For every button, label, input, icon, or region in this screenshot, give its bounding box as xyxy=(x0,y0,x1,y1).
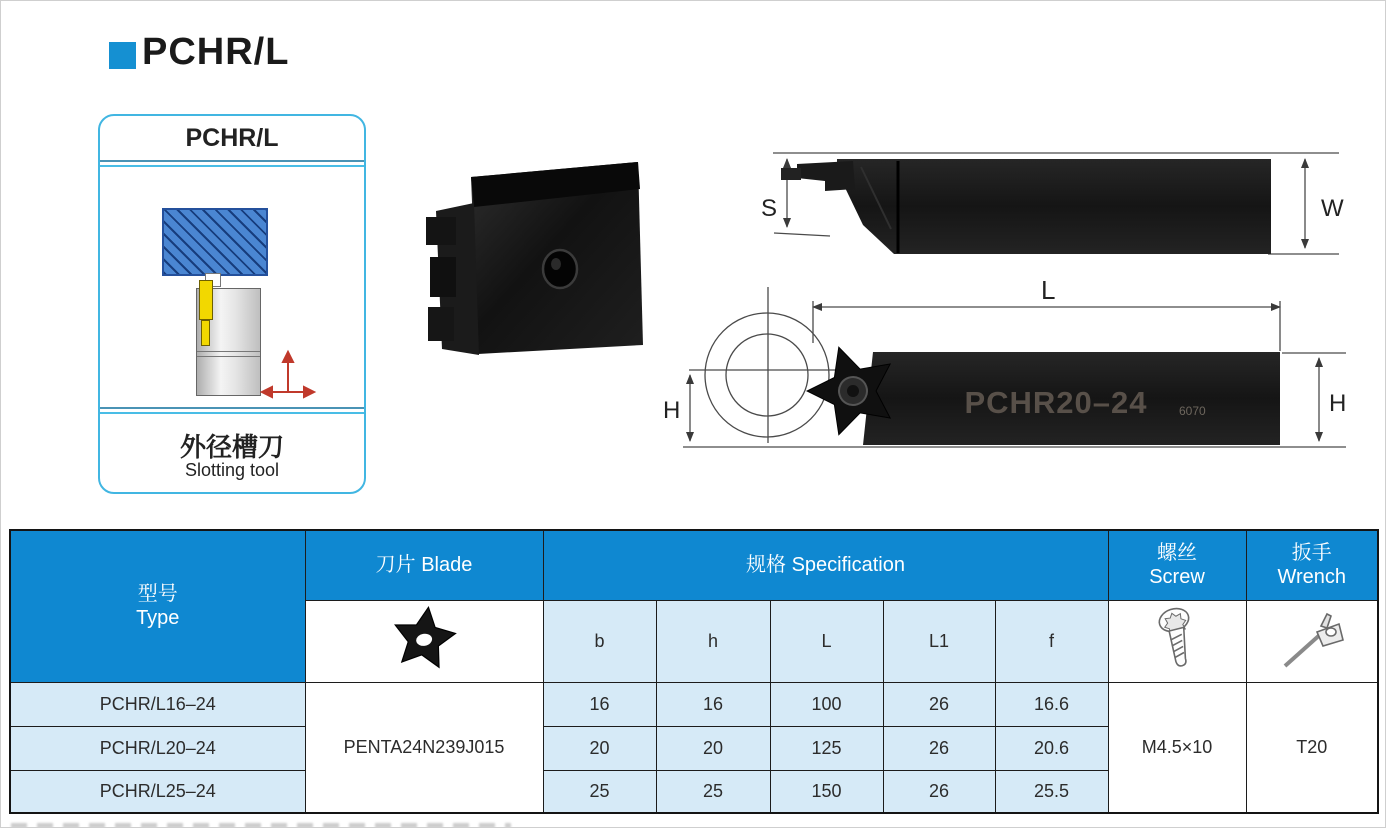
col-header-type xyxy=(10,530,305,682)
cell-h: 20 xyxy=(656,726,770,770)
cell-L: 100 xyxy=(770,682,883,726)
cell-h: 25 xyxy=(656,770,770,813)
cell-f: 20.6 xyxy=(995,726,1108,770)
col-header-blade: 刀片 Blade xyxy=(305,530,543,600)
caption-chinese: 外径槽刀 xyxy=(179,431,284,462)
screw-zh: 螺丝 xyxy=(1157,542,1197,565)
info-box-header: PCHR/L xyxy=(185,123,279,152)
torx-wrench-icon xyxy=(1273,602,1351,676)
spec-col-L1: L1 xyxy=(883,600,995,682)
table-row xyxy=(10,682,1378,726)
row-type: PCHR/L20–24 xyxy=(10,726,305,770)
screw-image-cell xyxy=(1108,600,1246,682)
caption-english: Slotting tool xyxy=(184,460,280,481)
screw-en: Screw xyxy=(1149,566,1205,589)
dim-H-left-label: H xyxy=(663,397,681,424)
row-type: PCHR/L25–24 xyxy=(10,770,305,813)
cell-L1: 26 xyxy=(883,682,995,726)
type-zh: 型号 xyxy=(137,583,178,606)
spec-col-b: b xyxy=(543,600,656,682)
blade-image-cell xyxy=(305,600,543,682)
holder-marking: PCHR20–24 xyxy=(964,385,1148,420)
col-header-spec: 规格 Specification xyxy=(543,530,1108,600)
dim-H-right-label: H xyxy=(1329,390,1347,417)
cell-f: 16.6 xyxy=(995,682,1108,726)
col-header-wrench xyxy=(1246,530,1378,600)
cell-L1: 26 xyxy=(883,726,995,770)
spec-col-f: f xyxy=(995,600,1108,682)
cell-h: 16 xyxy=(656,682,770,726)
cell-f: 25.5 xyxy=(995,770,1108,813)
dim-L-label: L xyxy=(1041,275,1056,305)
cell-L: 150 xyxy=(770,770,883,813)
holder-marking-small: 6070 xyxy=(1179,404,1206,418)
cell-b: 25 xyxy=(543,770,656,813)
torx-screw-icon xyxy=(1142,602,1212,676)
cell-L: 125 xyxy=(770,726,883,770)
page-title: PCHR/L xyxy=(142,31,290,73)
screw-value-cell: M4.5×10 xyxy=(1108,682,1246,813)
wrench-value-cell: T20 xyxy=(1246,682,1378,813)
row-type: PCHR/L16–24 xyxy=(10,682,305,726)
dim-S-label: S xyxy=(761,195,778,222)
cell-b: 16 xyxy=(543,682,656,726)
dim-W-label: W xyxy=(1321,195,1344,222)
type-en: Type xyxy=(136,607,180,630)
col-header-screw xyxy=(1108,530,1246,600)
cell-L1: 26 xyxy=(883,770,995,813)
wrench-zh: 扳手 xyxy=(1291,542,1332,565)
front-view-bar xyxy=(797,334,1280,445)
wrench-en: Wrench xyxy=(1277,566,1347,589)
penta-blade-icon xyxy=(385,603,463,675)
spec-col-L: L xyxy=(770,600,883,682)
cell-b: 20 xyxy=(543,726,656,770)
cutoff-footer-text xyxy=(11,823,511,828)
specification-table xyxy=(9,529,1379,814)
wrench-image-cell xyxy=(1246,600,1378,682)
side-view-bar xyxy=(781,159,1271,254)
blade-model-cell: PENTA24N239J015 xyxy=(305,682,543,813)
spec-col-h: h xyxy=(656,600,770,682)
